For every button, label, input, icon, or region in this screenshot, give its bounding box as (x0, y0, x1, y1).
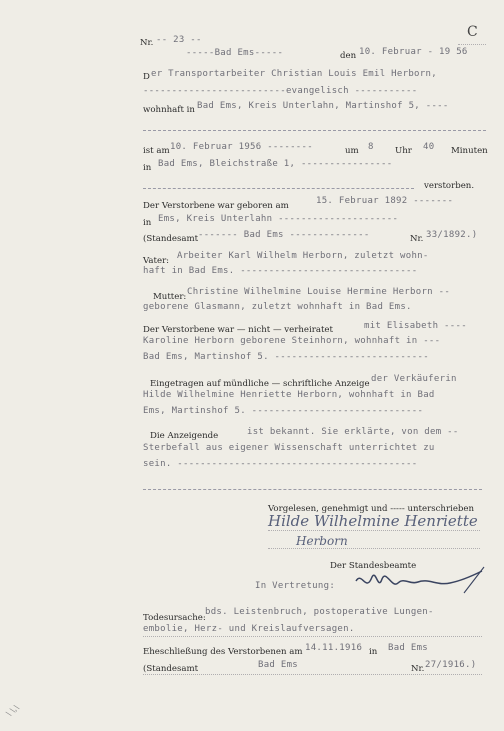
informant-line-3: Ems, Martinshof 5. ------------------------------ (143, 406, 424, 416)
cause-line-1: bds. Leistenbruch, postoperative Lungen- (205, 607, 434, 617)
death-place: Bad Ems, Bleichstraße 1, ---------------- (158, 159, 393, 169)
residence: Bad Ems, Kreis Unterlahn, Martinshof 5, ---- (197, 101, 449, 111)
birth-standesamt: ------- Bad Ems -------------- (198, 230, 370, 240)
standesbeamte-label: Der Standesbeamte (330, 561, 417, 571)
informant-signature: Hilde Wilhelmine Henriette (268, 512, 478, 530)
father-line-2: haft in Bad Ems. ------------------------------- (143, 266, 418, 276)
todesursache-label: Todesursache: (143, 613, 206, 623)
der-prefix: D (143, 72, 150, 82)
minuten-label: Minuten (451, 146, 488, 156)
ist-am-label: ist am (143, 146, 170, 156)
wohnhaft-label: wohnhaft in (143, 105, 195, 115)
father-line-1: Arbeiter Karl Wilhelm Herborn, zuletzt wohn- (177, 251, 429, 261)
footer-rule (143, 674, 482, 675)
date-value: 10. Februar - 19 56 (359, 47, 468, 57)
nr-label-2: Nr. (410, 234, 424, 244)
header-rule (458, 44, 486, 45)
den-label: den (340, 51, 357, 61)
spouse-line-1: mit Elisabeth ---- (364, 321, 467, 331)
deceased-name: er Transportarbeiter Christian Louis Emil Herborn, (151, 69, 437, 79)
religion: -------------------------evangelisch ----------- (143, 86, 418, 96)
eingetragen-label: Eingetragen auf mündliche — schriftliche Anzeige (150, 379, 370, 389)
residence-filler (143, 130, 486, 131)
cause-line-2: embolie, Herz- und Kreislaufversagen. (143, 624, 355, 634)
margin-mark: \ \,\ (4, 702, 21, 719)
in-vertretung: In Vertretung: (255, 581, 336, 591)
marriage-date: 14.11.1916 (305, 643, 363, 653)
registrar-signature-icon (352, 563, 492, 599)
birth-place: Ems, Kreis Unterlahn --------------------- (158, 214, 399, 224)
eheschliessung-label: Eheschließung des Verstorbenen am (143, 647, 303, 657)
in-label: in (143, 163, 152, 173)
signature-rule-1 (268, 530, 480, 531)
vater-label: Vater: (143, 256, 170, 266)
birth-date: 15. Februar 1892 ------- (316, 196, 454, 206)
letter-c: C (467, 24, 478, 40)
mother-line-2: geborene Glasmann, zuletzt wohnhaft in Bad Ems. (143, 302, 412, 312)
um-label: um (345, 146, 359, 156)
knowledge-line-1: ist bekannt. Sie erklärte, von dem -- (247, 427, 459, 437)
nr-label: Nr. (140, 38, 154, 48)
place: -----Bad Ems----- (186, 48, 284, 58)
mother-line-1: Christine Wilhelmine Louise Hermine Herborn -- (187, 287, 451, 297)
cause-rule (143, 636, 482, 637)
spouse-line-2: Karoline Herborn geborene Steinhorn, wohnhaft in --- (143, 336, 441, 346)
death-date: 10. Februar 1956 -------- (170, 142, 313, 152)
informant-line-1: der Verkäuferin (371, 374, 457, 384)
birth-register-nr: 33/1892.) (426, 230, 478, 240)
hour-value: 8 (368, 142, 374, 152)
marriage-register-nr: 27/1916.) (425, 660, 477, 670)
marriage-standesamt: Bad Ems (258, 660, 299, 670)
married-label: Der Verstorbene war — nicht — verheiratet (143, 325, 333, 335)
verstorben-label: verstorben. (424, 181, 475, 191)
informant-surname-signature: Herborn (296, 534, 348, 548)
knowledge-line-2: Sterbefall aus eigener Wissenschaft unterrichtet zu (143, 443, 435, 453)
signature-rule-2 (268, 548, 480, 549)
born-label: Der Verstorbene war geboren am (143, 201, 289, 211)
knowledge-line-3: sein. ------------------------------------------ (143, 459, 418, 469)
death-place-filler (143, 188, 414, 189)
anzeigende-label: Die Anzeigende (150, 431, 219, 441)
knowledge-filler (143, 489, 482, 490)
marriage-place: Bad Ems (388, 643, 429, 653)
in-label-2: in (143, 218, 152, 228)
in-label-3: in (369, 647, 378, 657)
informant-line-2: Hilde Wilhelmine Henriette Herborn, wohnhaft in Bad (143, 390, 435, 400)
standesamt-label: (Standesamt (143, 234, 199, 244)
vorgelesen-label: Vorgelesen, genehmigt und ----- unterschrieben (268, 504, 475, 514)
standesamt-label-2: (Standesamt (143, 664, 199, 674)
nr-label-3: Nr. (411, 664, 425, 674)
mutter-label: Mutter: (153, 292, 187, 302)
spouse-line-3: Bad Ems, Martinshof 5. --------------------------- (143, 352, 429, 362)
uhr-label: Uhr (395, 146, 412, 156)
record-number: -- 23 -- (156, 35, 202, 45)
minute-value: 40 (423, 142, 435, 152)
